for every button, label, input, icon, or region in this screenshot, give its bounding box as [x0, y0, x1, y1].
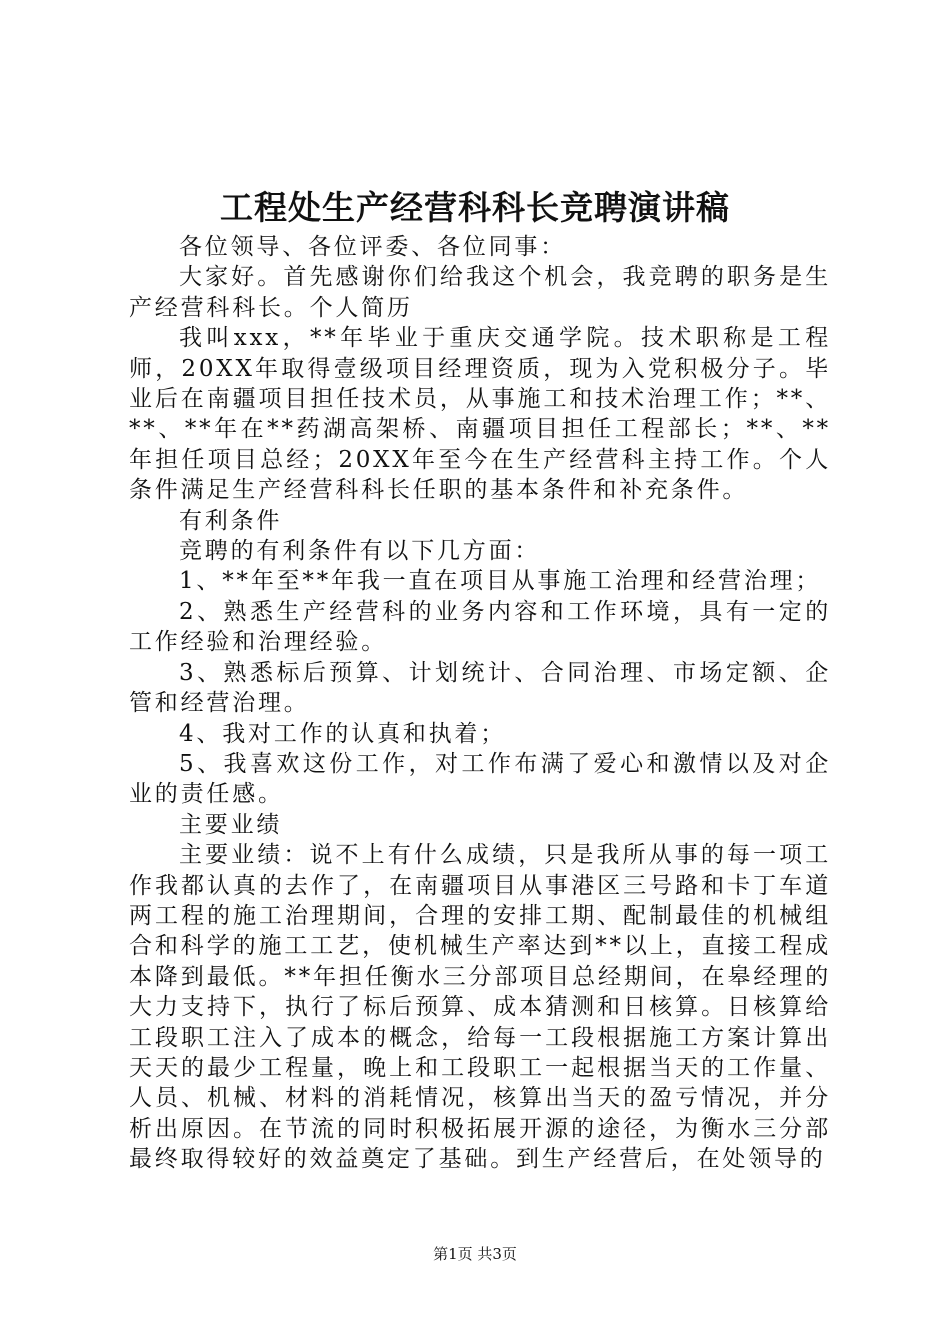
document-title: 工程处生产经营科科长竞聘演讲稿: [220, 188, 730, 227]
paragraph-advantages-intro: 竞聘的有利条件有以下几方面：: [179, 538, 541, 565]
heading-advantages: 有利条件: [179, 507, 283, 534]
page-footer: 第1页 共3页: [433, 1245, 517, 1263]
heading-achievements: 主要业绩: [179, 811, 283, 838]
list-item-advantage-2: 2、熟悉生产经营科的业务内容和工作环境，具有一定的工作经验和治理经验。: [129, 598, 831, 656]
list-item-advantage-3: 3、熟悉标后预算、计划统计、合同治理、市场定额、企管和经营治理。: [129, 659, 831, 717]
paragraph-achievements: 主要业绩：说不上有什么成绩，只是我所从事的每一项工作我都认真的去作了，在南疆项目从事港区三号路和卡丁车道两工程的施工治理期间，合理的安排工期、配制最佳的机械组合和科学的施工工艺，使机械生产率达到**以上，直接工程成本降到最低。**年担任衡水三分部项目总经期间，在皋经理的大力支持下，执行了标后预算、成本猜测和日核算。日核算给工段职工注入了成本的概念，给每一工段根据施工方案计算出天天的最少工程量，晚上和工段职工一起根据当天的工作量、人员、机械、材料的消耗情况，核算出当天的盈亏情况，并分析出原因。在节流的同时积极拓展开源的途径，为衡水三分部最终取得较好的效益奠定了基础。到生产经营后，在处领导的: [129, 842, 831, 1173]
paragraph-greeting: 大家好。首先感谢你们给我这个机会，我竞聘的职务是生产经营科科长。个人简历: [129, 264, 831, 321]
paragraph-salutation: 各位领导、各位评委、各位同事：: [179, 234, 566, 260]
list-item-advantage-4: 4、我对工作的认真和执着；: [179, 720, 507, 747]
document-body: [129, 232, 831, 1175]
list-item-advantage-5: 5、我喜欢这份工作，对工作布满了爱心和激情以及对企业的责任感。: [129, 750, 831, 808]
list-item-advantage-1: 1、**年至**年我一直在项目从事施工治理和经营治理；: [179, 568, 822, 595]
paragraph-resume: 我叫xxx，**年毕业于重庆交通学院。技术职称是工程师，20XX年取得壹级项目经理资质，现为入党积极分子。毕业后在南疆项目担任技术员，从事施工和技术治理工作；**、**、**年在**药湖高架桥、南疆项目担任工程部长；**、**年担任项目总经；20XX年至今在生产经营科主持工作。个人条件满足生产经营科科长任职的基本条件和补充条件。: [129, 325, 831, 504]
